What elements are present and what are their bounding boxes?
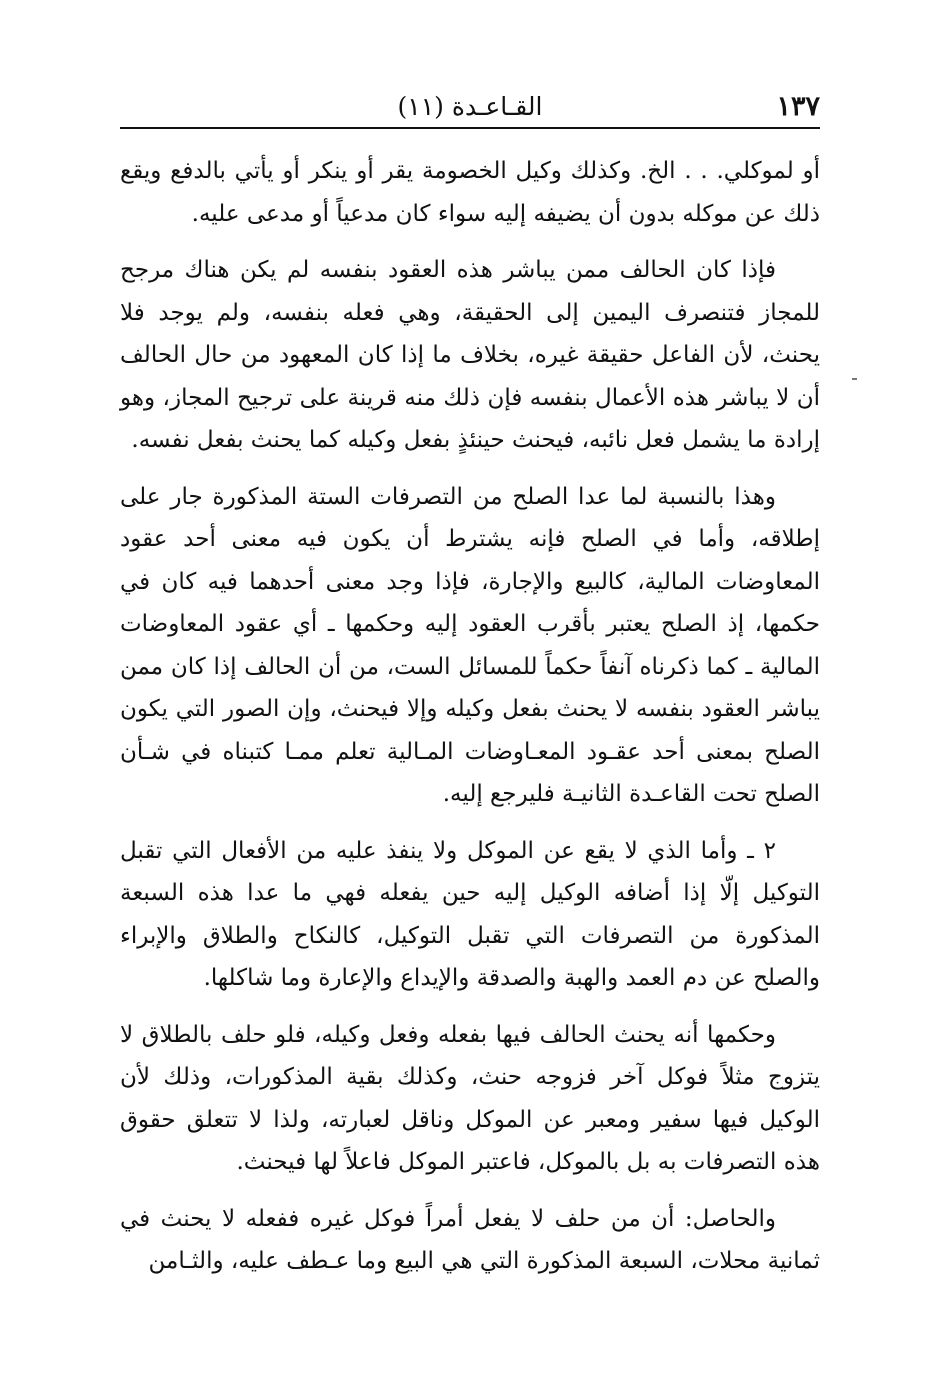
margin-speck	[852, 378, 857, 380]
page-number: ١٣٧	[776, 91, 820, 122]
paragraph-4: ٢ ـ وأما الذي لا يقع عن الموكل ولا ينفذ عليه من الأفعال التي تقبل التوكيل إلّا إذا أضافه الوكيل إليه حين يفعله فهي ما عدا هذه السبعة المذكورة من التصرفات التي تقبل التوكيل، كالنكاح والطلاق والإبراء والصلح عن دم العمد والهبة والصدقة والإيداع والإعارة وما شاكلها.	[120, 837, 820, 991]
running-title: القـاعـدة (١١)	[397, 92, 543, 121]
paragraph-5: وحكمها أنه يحنث الحالف فيها بفعله وفعل وكيله، فلو حلف بالطلاق لا يتزوج مثلاً فوكل آخر فزوجه حنث، وكذلك بقية المذكورات، وذلك لأن الوكيل فيها سفير ومعبر عن الموكل وناقل لعبارته، ولذا لا تتعلق حقوق هذه التصرفات به بل بالموكل، فاعتبر الموكل فاعلاً لها فيحنث.	[120, 1021, 820, 1175]
paragraph-2: فإذا كان الحالف ممن يباشر هذه العقود بنفسه لم يكن هناك مرجح للمجاز فتنصرف اليمين إلى الحقيقة، وهي فعله بنفسه، ولم يوجد فلا يحنث، لأن الفاعل حقيقة غيره، بخلاف ما إذا كان المعهود من حال الحالف أن لا يباشر هذه الأعمال بنفسه فإن ذلك منه قرينة على ترجيح المجاز، وهو إرادة ما يشمل فعل نائبه، فيحنث حينئذٍ بفعل وكيله كما يحنث بفعل نفسه.	[120, 257, 820, 453]
page-header	[120, 90, 820, 124]
paragraph-1: أو لموكلي. . . الخ. وكذلك وكيل الخصومة يقر أو ينكر أو يأتي بالدفع ويقع ذلك عن موكله بدون أن يضيفه إليه سواء كان مدعياً أو مدعى عليه.	[120, 158, 820, 227]
paragraph-3: وهذا بالنسبة لما عدا الصلح من التصرفات الستة المذكورة جار على إطلاقه، وأما في الصلح فإنه يشترط أن يكون فيه معنى أحد عقود المعاوضات المالية، كالبيع والإجارة، فإذا وجد معنى أحدهما فيه كان في حكمها، إذ الصلح يعتبر بأقرب العقود إليه وحكمها ـ أي عقود المعاوضات المالية ـ كما ذكرناه آنفاً حكماً للمسائل الست، من أن الحالف إذا كان ممن يباشر العقود بنفسه لا يحنث بفعل وكيله وإلا فيحنث، وإن الصور التي يكون الصلح بمعنى أحد عقـود المعـاوضات المـالية تعلم ممـا كتبناه في شـأن الصلح تحت القاعـدة الثانيـة فليرجع إليه.	[120, 483, 820, 807]
body-text	[120, 150, 820, 1297]
header-rule	[120, 127, 820, 129]
paragraph-6: والحاصل: أن من حلف لا يفعل أمراً فوكل غيره ففعله لا يحنث في ثمانية محلات، السبعة المذكورة التي هي البيع وما عـطف عليه، والثـامن	[120, 1205, 820, 1274]
